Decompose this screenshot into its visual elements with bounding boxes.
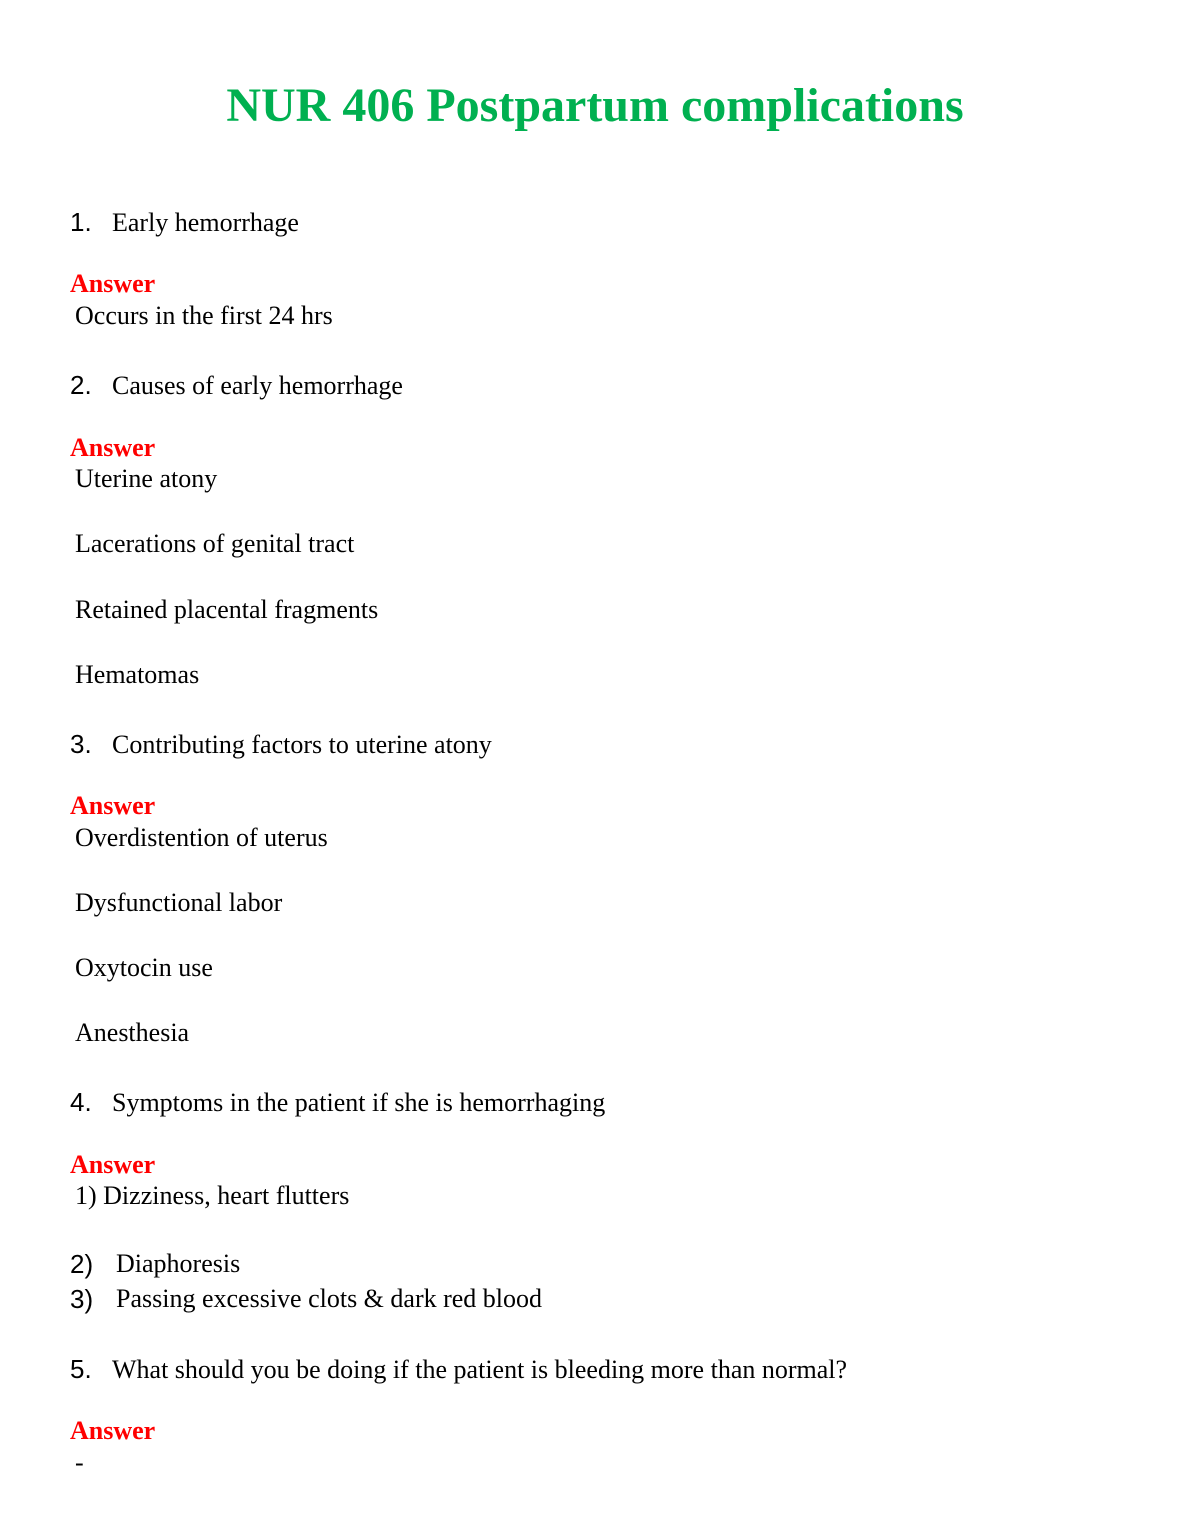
page-title: NUR 406 Postpartum complications (226, 79, 964, 132)
question-2-answer-label: Answer (70, 433, 156, 462)
question-2-text: Causes of early hemorrhage (112, 371, 403, 400)
question-1-answer-1: Occurs in the first 24 hrs (75, 301, 333, 330)
question-1-text: Early hemorrhage (112, 208, 299, 237)
question-2-number: 2. (70, 370, 92, 400)
question-4-answer-3-marker: 3) (70, 1284, 94, 1314)
question-2-answer-3: Retained placental fragments (75, 595, 379, 624)
question-3-answer-label: Answer (70, 791, 156, 820)
question-2-answer-2: Lacerations of genital tract (75, 529, 355, 558)
question-3-answer-1: Overdistention of uterus (75, 823, 328, 852)
question-4-answer-2-text: Diaphoresis (116, 1249, 241, 1278)
question-4-answer-3-text: Passing excessive clots & dark red blood (116, 1284, 543, 1313)
question-5-answer-label: Answer (70, 1416, 156, 1445)
question-2-answer-4: Hematomas (75, 660, 200, 689)
question-1-answer-label: Answer (70, 269, 156, 298)
question-3-number: 3. (70, 729, 92, 759)
question-1-number: 1. (70, 207, 92, 237)
question-4-number: 4. (70, 1087, 92, 1117)
question-5-number: 5. (70, 1354, 92, 1384)
question-4-answer-2-marker: 2) (70, 1249, 94, 1279)
question-3-answer-3: Oxytocin use (75, 953, 213, 982)
question-3-text: Contributing factors to uterine atony (112, 730, 492, 759)
question-4-answer-1: 1) Dizziness, heart flutters (75, 1181, 350, 1210)
question-5-text: What should you be doing if the patient is bleeding more than normal? (112, 1355, 848, 1384)
question-2-answer-1: Uterine atony (75, 464, 218, 493)
question-3-answer-4: Anesthesia (75, 1018, 190, 1047)
question-4-text: Symptoms in the patient if she is hemorrhaging (112, 1088, 606, 1117)
question-4-answer-label: Answer (70, 1150, 156, 1179)
question-5-answer-1: - (75, 1448, 84, 1477)
question-3-answer-2: Dysfunctional labor (75, 888, 283, 917)
